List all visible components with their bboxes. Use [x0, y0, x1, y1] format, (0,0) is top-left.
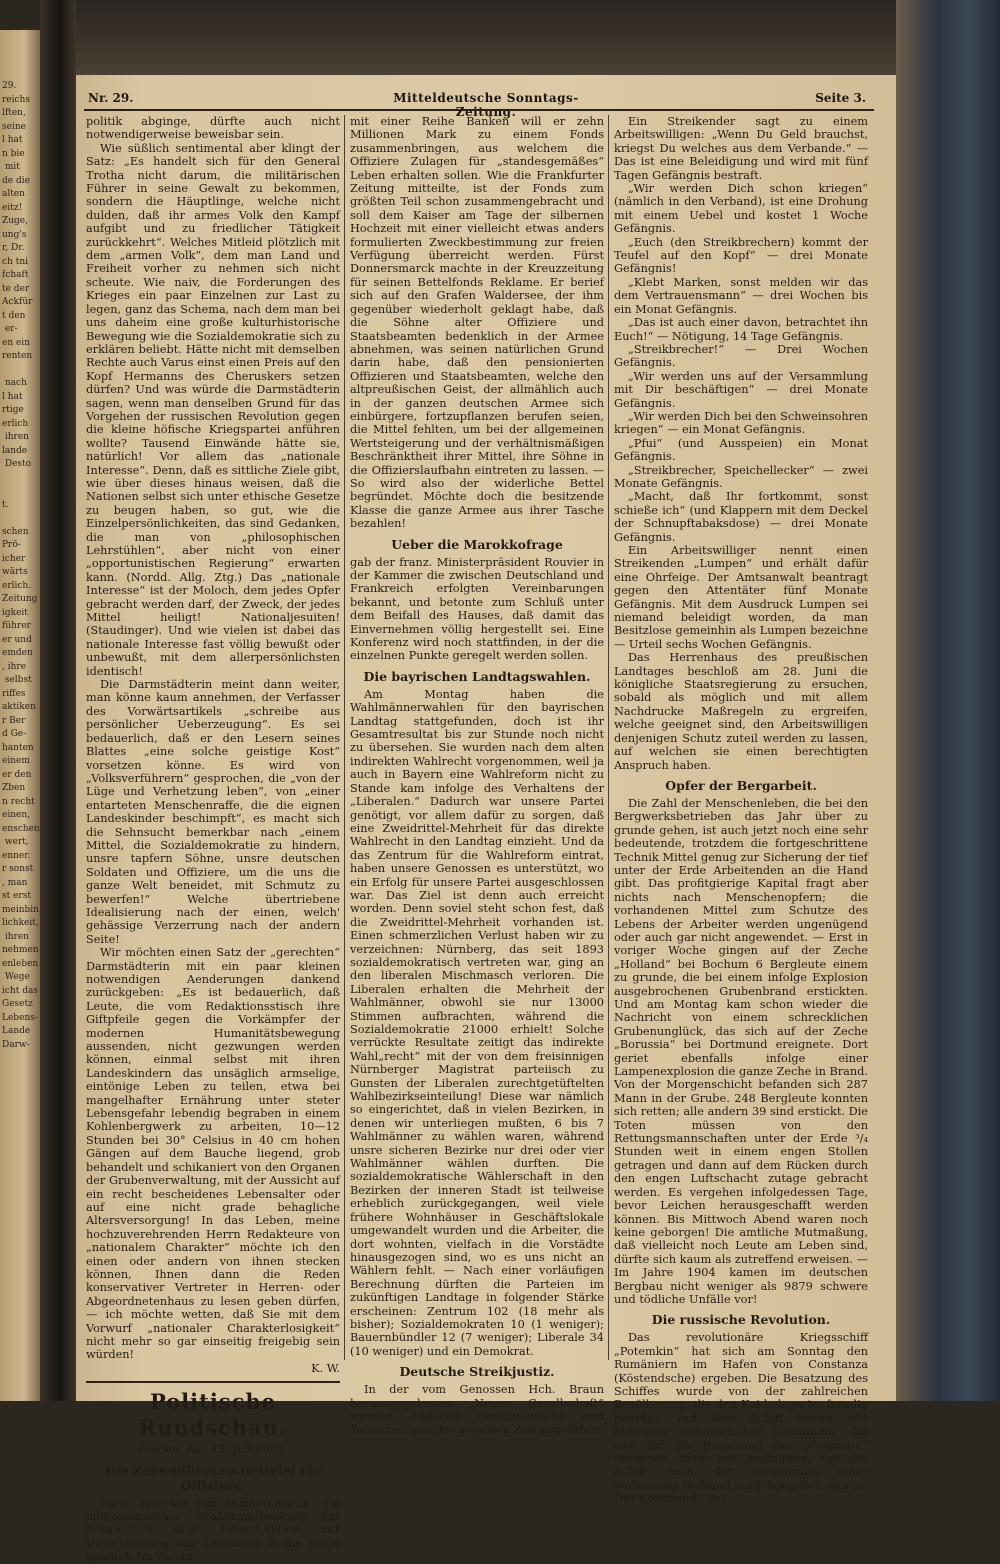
- paragraph: In der vom Genossen Hch. Braun herausgegebenen „Neuen Gesellschaft“ werden folgende Gerichtsurteile und Tatsachen aus der neuesten Zeit angeführt:: [350, 1383, 604, 1437]
- paragraph: Das Herrenhaus des preußischen Landtages beschloß am 28. Juni die königliche Staatsregierung zu ersuchen, sobald als möglich und mit allem Nachdrucke Maßregeln zu ergreifen, welche geeignet sind, den Arbeitswilligen denjenigen Schutz zuteil werden zu lassen, auf welchen sie einen berechtigten Anspruch haben.: [614, 651, 868, 772]
- article-heading: Die russische Revolution.: [651, 1312, 831, 1328]
- paragraph: „Wir werden uns auf der Versammlung mit Dir beschäftigen“ — drei Monate Gefängnis.: [614, 369, 868, 410]
- author-signature: K. W.: [311, 1361, 340, 1375]
- issue-number: Nr. 29.: [88, 91, 134, 105]
- newspaper-page: [76, 75, 896, 1564]
- column-rule: [608, 115, 609, 1360]
- paragraph: Die Zahl der Menschenleben, die bei den Bergwerksbetrieben das Jahr über zu grunde gehen, ist auch jetzt noch eine sehr bedeutende, trotzdem die fortgeschrittene Technik Mittel genug zur Sicherung der tief unter der Erde Arbeitenden an die Hand gibt. Das profitgierige Kapital fragt aber nichts nach Menschenopfern; die vorhandenen Mittel zum Schutze des Lebens der Arbeiter werden ungenügend oder auch gar nicht angewendet. — Erst in voriger Woche gingen auf der Zeche „Holland“ bei Bochum 6 Bergleute einem zu grunde, die bei einem infolge Explosion ausgebrochenen Grubenbrand erstickten. Und am Montag kam schon wieder die Nachricht von einem schrecklichen Grubenunglück, das sich auf der Zeche „Borussia“ bei Dortmund ereignete. Dort geriet ebenfalls infolge einer Lampenexplosion die ganze Zeche in Brand. Von der Morgenschicht befanden sich 287 Mann in der Grube. 248 Bergleute konnten sich retten; alle andern 39 sind erstickt. Die Toten müssen von den Rettungsmannschaften unter der Erde ³/₄ Stunden weit in einem engen Stollen getragen und dann auf dem Rücken durch den engen Luftschacht zutage gebracht werden. Es vergehen infolgedessen Tage, bevor Leichen herausgeschafft werden können. Bis Mittwoch Abend waren noch keine geborgen! Die amtliche Mutmaßung, daß vielleicht noch Leute am Leben sind, dürfte sich kaum als zutreffend erweisen. — Im Jahre 1904 kamen im deutschen Bergbau nicht weniger als 9879 schwere und tödliche Unfälle vor!: [614, 796, 868, 1306]
- paragraph: „Klebt Marken, sonst melden wir das dem Vertrauensmann“ — drei Wochen bis ein Monat Gefängnis.: [614, 275, 868, 316]
- article-heading: Deutsche Streikjustiz.: [399, 1364, 555, 1380]
- header-rule: [84, 109, 874, 111]
- paragraph: „Streikbrecher!“ — Drei Wochen Gefängnis.: [614, 342, 868, 370]
- page-number: Seite 3.: [815, 91, 866, 105]
- dateline: Gießen, den 13. Juli 1905.: [138, 1443, 288, 1457]
- book-binding: [896, 0, 1000, 1401]
- paragraph: Wie süßlich sentimental aber klingt der Satz: „Es handelt sich für den General Trotha nicht darum, die militärischen Führer in seine Gewalt zu bekommen, sondern die Häuptlinge, welche nicht dulden, daß ihr armes Volk den Kampf aufgibt und zu friedlicher Tätigkeit zurückkehrt“. Welches Mitleid plötzlich mit dem „armen Volk“, dem man Land und Freiheit vorher zu nehmen sich nicht scheute. Wie naiv, die Forderungen des Krieges ein paar Einzelnen zur Last zu legen, ganz das Schema, nach dem man bei uns daheim eine große kulturhistorische Bewegung wie die Sozialdemokratie sich zu erklären beliebt. Hätte nicht mit demselben Rechte auch Varus einst einen Preis auf den Kopf Hermanns des Cheruskers setzen dürfen? Und was würde die Darmstädterin sagen, wenn man denselben Grund für das Vorgehen der russischen Revolution gegen die kleine höfische Kriegspartei anführen wollte? Tausend Einwände hätte sie, natürlich! Vor allem das „nationale Interesse“. Denn, daß es sittliche Ziele gibt, wie über dieses hinaus weisen, daß die Nationen selbst sich unter ethische Gesetze zu beugen haben, so gut, wie die Einzelpersönlichkeiten, das sind Gedanken, die man von „philosophischen Lehrstühlen“, aber nicht von einer „opportunistischen Regierung“ erwarten kann. (Nordd. Allg. Ztg.) Das „nationale Interesse“ ist der Moloch, dem jedes Opfer gebracht werden darf, der Zweck, der jedes Mittel heiligt! Nationaljesuiten! (Staudinger). Und wie vielen ist dabei das nationale Interesse fast völlig bewußt oder unbewußt, mit dem allerpersönlichsten identisch!: [86, 141, 340, 678]
- paragraph: „Pfui“ (und Ausspeien) ein Monat Gefängnis.: [614, 436, 868, 464]
- paragraph: Am Montag haben die Wahlmännerwahlen für den bayrischen Landtag stattgefunden, doch ist ihr Gesamtresultat bis zur Stunde noch nicht zu übersehen. Sie wurden nach dem alten indirekten Wahlrecht vorgenommen, weil ja auch in Bayern eine Wahlreform nicht zu Stande kam infolge des Verhaltens der „Liberalen.“ Dadurch war unsere Partei genötigt, vor allem dafür zu sorgen, daß eine Zweidrittel-Mehrheit für das direkte Wahlrecht in den Landtag einzieht. Und da das Zentrum für die Wahlreform eintrat, haben unsere Genossen es unterstützt, wo ein Erfolg für unsere Partei ausgeschlossen war. Das Ziel ist denn auch erreicht worden. Denn soviel steht schon fest, daß die Zweidrittel-Mehrheit vorhanden ist. Einen schmerzlichen Verlust haben wir zu verzeichnen: Nürnberg, das seit 1893 sozialdemokratisch vertreten war, ging an den liberalen Mischmasch verloren. Die Liberalen erhalten die Mehrheit der Wahlmänner, obwohl sie nur 13000 Stimmen aufbrachten, während die Sozialdemokratie 21000 erhielt! Solche verrückte Resultate zeitigt das indirekte Wahl„recht“ mit der von dem freisinnigen Nürnberger Magistrat parteiisch zu Gunsten der Liberalen zurechtgetüftelten Wahlbezirkseinteilung! Diese war nämlich so eingerichtet, daß in vielen Bezirken, in denen wir unterliegen mußten, 6 bis 7 Wahlmänner zu wählen waren, während unsre sicheren Bezirke nur drei oder vier Wahlmänner wählen durften. Die sozialdemokratische Wählerschaft in den Bezirken der inneren Stadt ist teilweise erheblich zurückgegangen, weil viele frühere Wohnhäuser in Geschäftslokale umgewandelt wurden und die Arbeiter, die dort wohnten, vielfach in die Vorstädte hinausgezogen sind, wo es uns nicht an Wählern fehlt. — Nach einer vorläufigen Berechnung dürften die Parteien im zukünftigen Landtage in folgender Stärke erscheinen: Zentrum 102 (18 mehr als bisher); Sozialdemokraten 10 (1 weniger); Bauernbündler 12 (7 weniger); Liberale 34 (10 weniger) und ein Demokrat.: [350, 687, 604, 1358]
- column-rule: [344, 115, 345, 1360]
- previous-page-strip: [0, 30, 40, 1401]
- paragraph: Fürst Henckel von Donnersmarck, ein millionenreicher Großgrundbesitzer, hat bekanntlich eine Finanz-Aktion zur Unterstützung von Offizieren in die Wege geleitet. Im Verein: [86, 1496, 340, 1564]
- scan-top-edge: [76, 0, 896, 75]
- column-3: [614, 115, 868, 1506]
- paragraph: gab der franz. Ministerpräsident Rouvier in der Kammer die zwischen Deutschland und Frankreich erfolgten Vereinbarungen bekannt, und betonte zum Schluß unter dem Beifall des Hauses, daß damit das Einvernehmen völlig hergestellt sei. Eine Konferenz wird noch stattfinden, in der die einzelnen Punkte geregelt werden sollen.: [350, 555, 604, 663]
- paragraph: „Euch (den Streikbrechern) kommt der Teufel auf den Kopf“ — drei Monate Gefängnis!: [614, 235, 868, 276]
- paragraph: politik abginge, dürfte auch nicht notwendigerweise beweisbar sein.: [86, 115, 340, 142]
- book-gutter: [40, 0, 76, 1401]
- paragraph: Das revolutionäre Kriegsschiff „Potemkin“ hat sich am Sonntag den Rumäniern im Hafen von Constanza (Köstendsche) ergeben. Die Besatzung des Schiffes wurde von der zahlreichen Bevölkerung, die den Kai belagerte, freudig begrüßt. Auf dem Schiff waren 200 Matrosen sozialistischer Gesinnung, die sich für die Besatzung des „Potemkin“ erklärten, unter der Bedingung, daß das Schiff nach der Gewährung einer Verfassung Rußland zurückgegeben würde. Das Kommando des: [614, 1331, 868, 1506]
- newspaper-title: Mitteldeutsche Sonntags-Zeitung.: [393, 91, 579, 119]
- paragraph: Die Darmstädterin meint dann weiter, man könne kaum annehmen, der Verfasser des Vorwärtsartikels „schreibe aus persönlicher Ueberzeugung“. Es sei bedauerlich, daß er den Lesern seines Blattes „eine solche geistige Kost“ vorsetzen könne. Es wird von „Volksverführern“ gesprochen, die „von der Lüge und Verhetzung leben“, von „einer entarteten Menschenraffe, die die eignen Landeskinder beschimpft“, es macht sich die Sehnsucht bemerkbar nach „einem Mittel, die Sozialdemokratie zu hindern, unsre tapfern Söhne, unsre deutschen Soldaten und Offiziere, um die uns die ganze Welt beneidet, mit Schmutz zu bewerfen!“ Welche übertriebene Idealisierung nach der einen, welch' gehässige Verzerrung nach der andern Seite!: [86, 678, 340, 946]
- article-heading: Die Zehnmillionen-Bettelei für Offiziere.: [105, 1462, 321, 1493]
- section-rule: [86, 1381, 340, 1383]
- column-2: [350, 115, 604, 1437]
- paragraph: „Macht, daß Ihr fortkommt, sonst schieße ich“ (und Klappern mit dem Deckel der Schnupftabaksdose) — drei Monate Gefängnis.: [614, 490, 868, 544]
- paragraph: mit einer Reihe Banken will er zehn Millionen Mark zu einem Fonds zusammenbringen, aus welchem die Offiziere Zulagen für „standesgemäßes“ Leben erhalten sollen. Wie die Frankfurter Zeitung mitteilte, ist der Fonds zum größten Teil schon zusammengebracht und soll dem Kaiser am Tage der silbernen Hochzeit mit einer vielleicht etwas anders formulierten Zweckbestimmung zur freien Verfügung überreicht werden. Fürst Donnersmarck machte in der Kreuzzeitung für seinen Bettelfonds Reklame. Er berief sich auf den Grafen Waldersee, der ihm gegenüber wiederholt geklagt habe, daß die Söhne alter Offiziere und Staatsbeamten bedenklich in der Armee abnehmen, was seinen natürlichen Grund darin habe, daß den pensionierten Offizieren und Staatsbeamten, welche den altpreußischen Geist, der allmählich auch in der ganzen deutschen Armee sich einbürgere, fortzupflanzen berufen seien, die Mittel fehlten, um bei der allgemeinen Wertsteigerung und der verhältnismäßigen Beschränktheit ihrer Mittel, ihre Söhne in die Offizierslaufbahn eintreten zu lassen. — So wird also der widerliche Bettel begründet. Möchte doch die besitzende Klasse die ganze Armee aus ihrer Tasche bezahlen!: [350, 115, 604, 531]
- previous-page-margin-text: 29. reichs lften, seine l hat n bie mit de die alten eitz! Zuge, ung's r, Dr. ch tni fchaft te der Ackfür t den er- en ein renten nach l hat rtige erlich ihren lande Desto t. schen Prö- icher wärts erlich. Zeitung igkeit führer er und emden , ihre selbst riffes aktiken r Ber d Ge- hanten einem er den Zben n recht einen, enschen wert, enner. r sonst , man st erst meinbin lichkeit, ihren nehmen enleben Wege icht das Gesetz Lebens- Lande Darw-: [2, 81, 40, 1050]
- paragraph: Wir möchten einen Satz der „gerechten“ Darmstädterin mit ein paar kleinen notwendigen Aenderungen dankend zurückgeben: „Es ist bedauerlich, daß Leute, die vom Redaktionsstisch ihre Giftpfeile gegen die Vorkämpfer der modernen Humanitätsbewegung aussenden, nicht gezwungen werden können, einmal selbst mit ihren Landeskindern das unsäglich armselige, eintönige Leben zu teilen, etwa bei mangelhafter Ernährung unter steter Lebensgefahr lebendig begraben in einem Kohlenbergwerk zu arbeiten, 10—12 Stunden bei 30° Celsius in 40 cm hohen Gängen auf dem Bauche liegend, grob behandelt und schikaniert von den Organen der Grubenverwaltung, mit der Aussicht auf ein recht bescheidenes Lebensalter oder auf eine nicht grade behagliche Altersversorgung! In das Leben, meine hochzuverehrenden Herrn Redakteure von „nationalem Charakter“ möchte ich den einen oder andern von ihnen stecken können, Ihnen dann die Reden konservativer Vertreter in Herren- oder Abgeordnetenhaus zu lesen geben dürfen, — ich möchte wetten, daß Sie mit dem Vorwurf „nationaler Charakterlosigkeit“ nicht mehr so gar einseitig freigebig sein würden!: [86, 946, 340, 1362]
- article-heading: Die bayrischen Landtagswahlen.: [363, 668, 591, 684]
- paragraph: „Wir werden Dich bei den Schweinsohren kriegen“ — ein Monat Gefängnis.: [614, 409, 868, 437]
- article-heading: Opfer der Bergarbeit.: [665, 777, 817, 793]
- paragraph: „Das ist auch einer davon, betrachtet ihn Euch!“ — Nötigung, 14 Tage Gefängnis.: [614, 316, 868, 343]
- column-1: [86, 115, 340, 1564]
- section-title: Politische Rundschau.: [138, 1389, 288, 1441]
- paragraph: „Wir werden Dich schon kriegen“ (nämlich in den Verband), ist eine Drohung mit einem Uebel und kostet 1 Woche Gefängnis.: [614, 182, 868, 236]
- paragraph: Ein Arbeitswilliger nennt einen Streikenden „Lumpen“ und erhält dafür eine Ohrfeige. Der Amtsanwalt beantragt gegen den Attentäter fünf Monate Gefängnis. Mit dem Ausdruck Lumpen sei niemand beleidigt worden, da man Besitzlose gemeinhin als Lumpen bezeichne — Urteil sechs Wochen Gefängnis.: [614, 544, 868, 651]
- article-heading: Ueber die Marokkofrage: [391, 536, 563, 552]
- paragraph: „Streikbrecher, Speichellecker“ — zwei Monate Gefängnis.: [614, 463, 868, 490]
- paragraph: Ein Streikender sagt zu einem Arbeitswilligen: „Wenn Du Geld brauchst, kriegst Du welches aus dem Verbande.“ — Das ist eine Beleidigung und wird mit fünf Tagen Gefängnis bestraft.: [614, 115, 868, 182]
